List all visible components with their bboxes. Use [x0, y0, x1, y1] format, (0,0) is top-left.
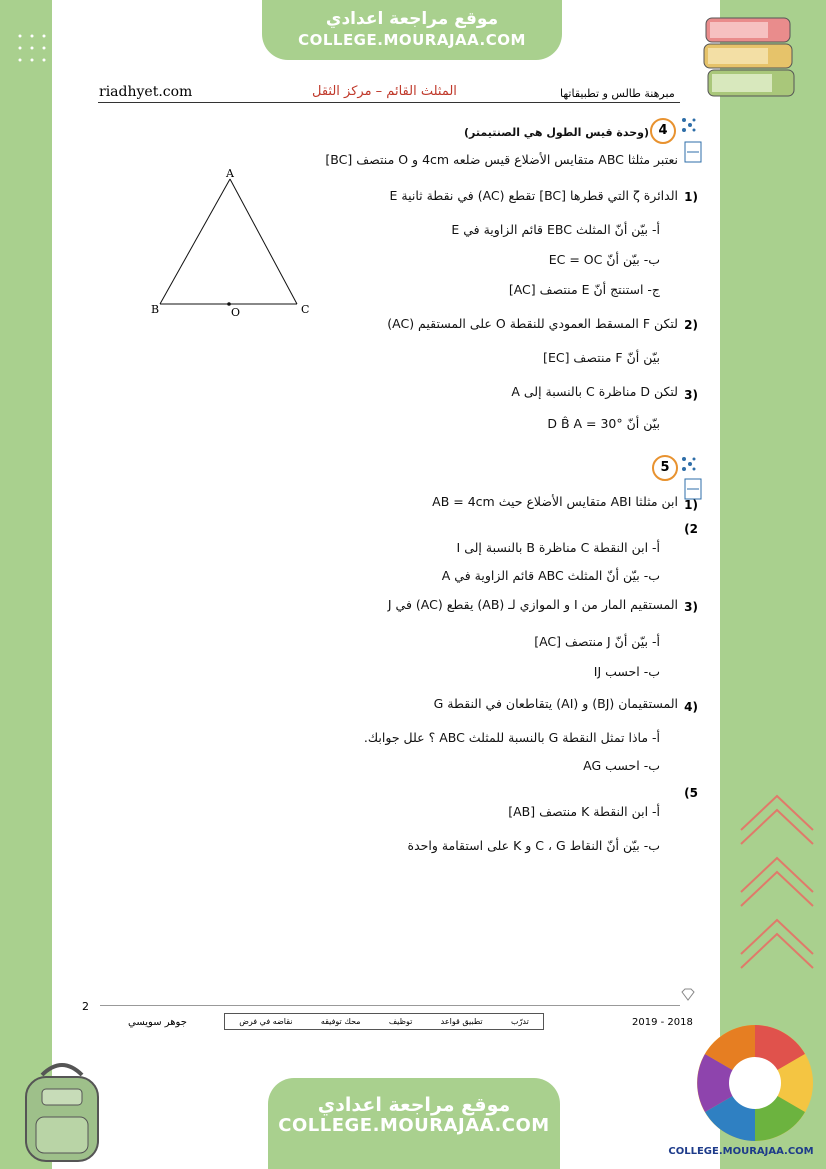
label-c: C	[301, 303, 310, 316]
backpack-icon	[12, 1055, 112, 1165]
subject-title: مبرهنة طالس و تطبيقاتها	[560, 87, 675, 100]
banner-url: COLLEGE.MOURAJAA.COM	[278, 1115, 550, 1136]
question-number: 1)	[684, 498, 698, 512]
question-number: (5	[684, 786, 698, 800]
chevron-decoration-icon	[733, 790, 823, 1020]
legend-item: تدرّب	[511, 1017, 529, 1026]
label-a: A	[226, 167, 234, 180]
label-o: O	[231, 306, 241, 319]
diamond-icon	[680, 988, 696, 1002]
books-icon	[700, 12, 800, 102]
header-divider	[98, 102, 680, 103]
logo-label: COLLEGE.MOURAJAA.COM	[668, 1146, 814, 1157]
sub-question: أ- ماذا تمثل النقطة G بالنسبة للمثلث ABC ؟ علل جوابك.	[363, 730, 660, 745]
unit-note: (وحدة قيس الطول هي الصنتيمتر)	[464, 126, 649, 139]
segment-ab	[160, 179, 230, 304]
dots-icon	[680, 455, 698, 473]
question-number: 3)	[684, 388, 698, 402]
exercise-intro: نعتبر مثلثا ABC متقايس الأضلاع قيس ضلعه 4cm و O منتصف [BC]	[325, 152, 678, 167]
question-number: 4)	[684, 700, 698, 714]
site-banner-top[interactable]	[262, 0, 562, 60]
sub-question: ج- استنتج أنّ E منتصف [AC]	[508, 282, 660, 297]
dot-pattern-icon	[14, 30, 50, 80]
question-text: المستقيمان (BJ) و (AI) يتقاطعان في النقطة G	[433, 696, 678, 711]
legend-item: محك توفيقه	[320, 1017, 361, 1026]
sub-question: أ- بيّن أنّ J منتصف [AC]	[534, 634, 660, 649]
sub-question: بيّن أنّ F منتصف [EC]	[543, 350, 660, 365]
sub-question: أ- ابن النقطة C مناظرة B بالنسبة إلى I	[456, 540, 660, 555]
question-number: 3)	[684, 600, 698, 614]
legend-item: نقاضه في فرض	[239, 1017, 293, 1026]
author-name: جوهر سويسي	[128, 1017, 187, 1028]
banner-url: COLLEGE.MOURAJAA.COM	[298, 31, 526, 49]
difficulty-icon	[684, 478, 702, 500]
banner-title: موقع مراجعة اعدادي	[325, 9, 499, 29]
page-number: 2	[82, 1000, 89, 1013]
question-text: الدائرة ζ التي قطرها [BC] تقطع (AC) في نقطة ثانية E	[389, 188, 678, 203]
sub-question: ب- بيّن أنّ المثلث ABC قائم الزاوية في A	[441, 568, 660, 583]
label-b: B	[151, 303, 160, 316]
question-number: (2	[684, 522, 698, 536]
sub-question: ب- احسب AG	[583, 758, 660, 773]
question-number: 2)	[684, 318, 698, 332]
legend-box	[224, 1013, 544, 1030]
question-text: المستقيم المار من I و الموازي لـ (AB) يقطع (AC) في J	[387, 597, 678, 612]
site-name: riadhyet.com	[99, 84, 193, 100]
difficulty-icon	[684, 141, 702, 163]
question-text: لتكن F المسقط العمودي للنقطة O على المستقيم (AC)	[387, 316, 678, 331]
dots-icon	[680, 116, 698, 134]
sub-question: ب- احسب IJ	[593, 664, 660, 679]
site-logo-icon[interactable]	[694, 1022, 816, 1144]
exercise-number-badge: 5	[652, 455, 678, 481]
school-year: 2019 - 2018	[632, 1017, 693, 1028]
banner-title: موقع مراجعة اعدادي	[317, 1094, 511, 1116]
page-title: المثلث القائم – مركز الثقل	[312, 84, 457, 99]
question-text: لتكن D مناظرة C بالنسبة إلى A	[511, 384, 678, 399]
site-banner-bottom[interactable]	[268, 1078, 560, 1169]
sub-question: بيّن أنّ D B̂ A = 30°	[547, 416, 660, 431]
sub-question: أ- بيّن أنّ المثلث EBC قائم الزاوية في E	[451, 222, 660, 237]
legend-item: توظيف	[388, 1017, 413, 1026]
question-number: 1)	[684, 190, 698, 204]
exercise-number-badge: 4	[650, 118, 676, 144]
segment-ac	[230, 179, 297, 304]
legend-item: تطبيق قواعد	[440, 1017, 483, 1026]
sub-question: ب- بيّن أنّ النقاط C ، G و K على استقامة واحدة	[407, 838, 660, 853]
sub-question: ب- بيّن أنّ EC = OC	[548, 252, 660, 267]
sub-question: أ- ابن النقطة K منتصف [AB]	[508, 804, 660, 819]
triangle-figure	[145, 165, 320, 320]
footer-divider	[100, 1005, 680, 1006]
question-text: ابن مثلثا ABI متقايس الأضلاع حيث AB = 4cm	[432, 494, 678, 509]
